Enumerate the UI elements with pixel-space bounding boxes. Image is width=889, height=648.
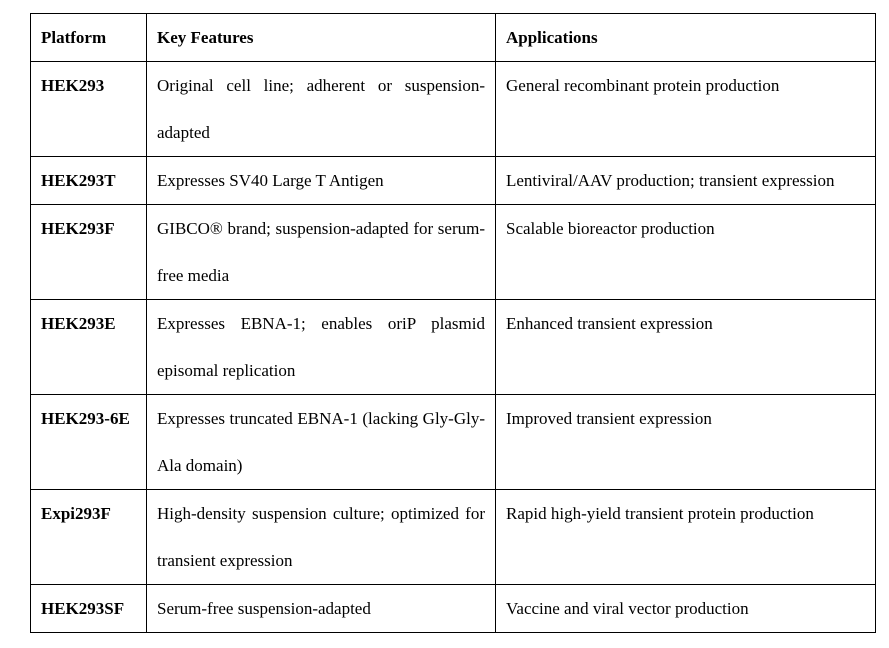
platform-cell: HEK293T	[31, 157, 147, 205]
table-row	[31, 300, 876, 395]
platform-cell: HEK293	[31, 62, 147, 157]
header-platform: Platform	[31, 14, 147, 62]
features-cell: High-density suspension culture; optimized for transient expression	[147, 490, 496, 585]
hek293-platforms-table	[30, 13, 876, 633]
features-cell: Serum-free suspension-adapted	[147, 585, 496, 633]
header-applications: Applications	[496, 14, 876, 62]
platform-cell: HEK293SF	[31, 585, 147, 633]
platform-cell: HEK293-6E	[31, 395, 147, 490]
table-row	[31, 157, 876, 205]
platform-cell: Expi293F	[31, 490, 147, 585]
platform-cell: HEK293F	[31, 205, 147, 300]
table-row	[31, 62, 876, 157]
table-row	[31, 490, 876, 585]
table-header-row	[31, 14, 876, 62]
table-row	[31, 585, 876, 633]
table-row	[31, 395, 876, 490]
features-cell: Original cell line; adherent or suspension-adapted	[147, 62, 496, 157]
applications-cell: Scalable bioreactor production	[496, 205, 876, 300]
applications-cell: Rapid high-yield transient protein production	[496, 490, 876, 585]
features-cell: Expresses truncated EBNA-1 (lacking Gly-Gly-Ala domain)	[147, 395, 496, 490]
applications-cell: Improved transient expression	[496, 395, 876, 490]
platform-cell: HEK293E	[31, 300, 147, 395]
applications-cell: Lentiviral/AAV production; transient expression	[496, 157, 876, 205]
features-cell: GIBCO® brand; suspension-adapted for serum-free media	[147, 205, 496, 300]
table-row	[31, 205, 876, 300]
features-cell: Expresses SV40 Large T Antigen	[147, 157, 496, 205]
applications-cell: Enhanced transient expression	[496, 300, 876, 395]
features-cell: Expresses EBNA-1; enables oriP plasmid episomal replication	[147, 300, 496, 395]
applications-cell: General recombinant protein production	[496, 62, 876, 157]
header-key-features: Key Features	[147, 14, 496, 62]
applications-cell: Vaccine and viral vector production	[496, 585, 876, 633]
